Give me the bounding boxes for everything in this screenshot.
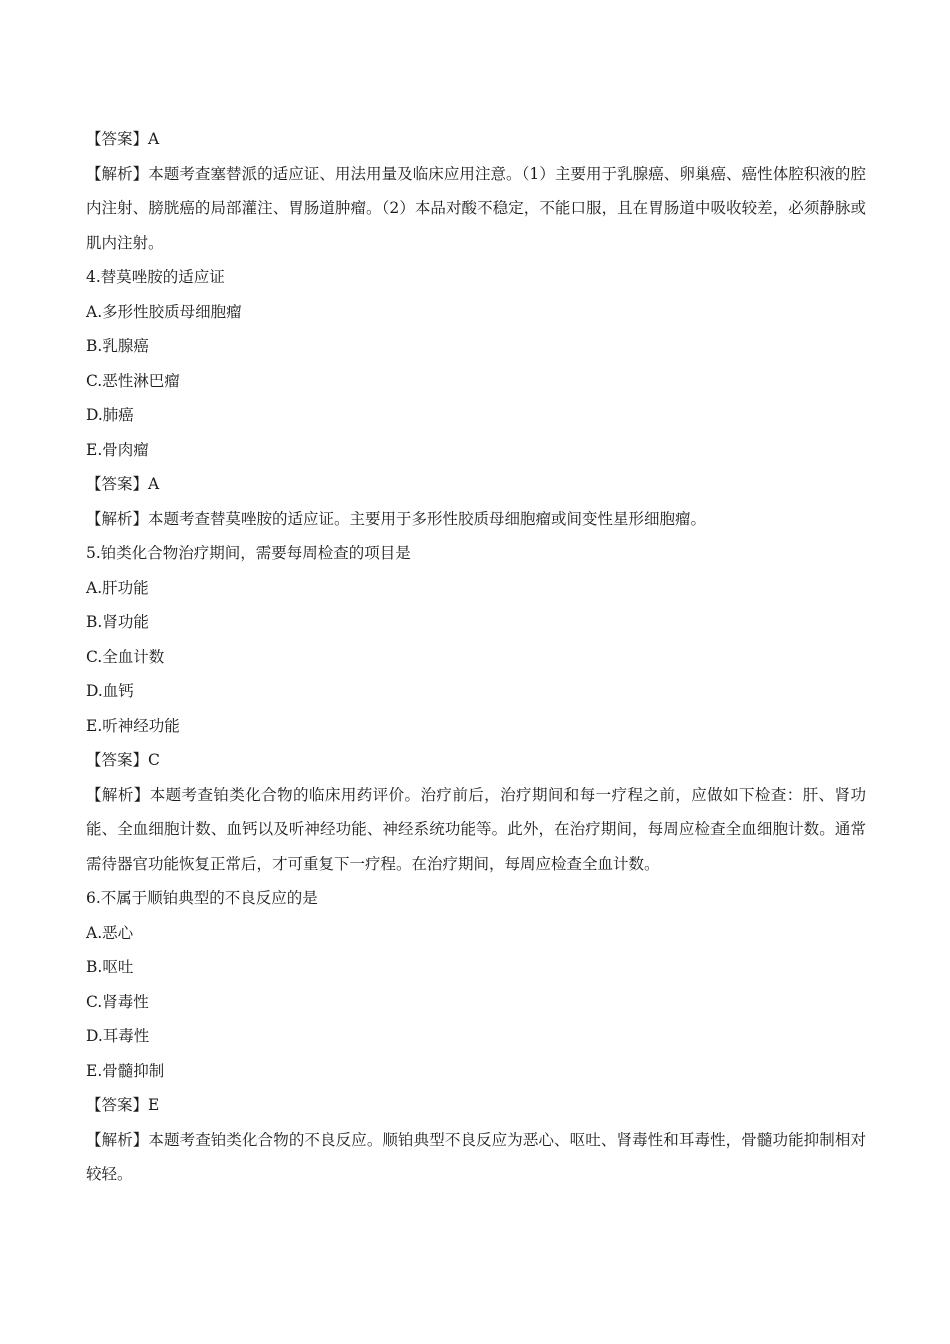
document-page <box>86 122 866 1192</box>
option-line: D.耳毒性 <box>86 1027 150 1045</box>
option-line: C.全血计数 <box>86 647 165 666</box>
option-line: B.肾功能 <box>86 613 149 631</box>
option-line: E.骨肉瘤 <box>86 440 149 459</box>
question-title: 4.替莫唑胺的适应证 <box>86 268 225 286</box>
option-line: D.肺癌 <box>86 406 134 424</box>
answer-line: 【答案】A <box>86 130 160 148</box>
analysis-paragraph: 【解析】本题考查铂类化合物的不良反应。顺铂典型不良反应为恶心、呕吐、肾毒性和耳毒性，骨髓功能抑制相对较轻。 <box>86 1130 866 1183</box>
option-line: A.恶心 <box>86 923 134 942</box>
option-line: C.肾毒性 <box>86 992 149 1011</box>
analysis-paragraph: 【解析】本题考查铂类化合物的临床用药评价。治疗前后，治疗期间和每一疗程之前，应做如下检查：肝、肾功能、全血细胞计数、血钙以及听神经功能、神经系统功能等。此外，在治疗期间，每周应检查全血细胞计数。通常需待器官功能恢复正常后，才可重复下一疗程。在治疗期间，每周应检查全血计数。 <box>86 785 866 873</box>
analysis-paragraph: 【解析】本题考查替莫唑胺的适应证。主要用于多形性胶质母细胞瘤或间变性星形细胞瘤。 <box>86 509 707 528</box>
option-line: C.恶性淋巴瘤 <box>86 371 180 390</box>
option-line: D.血钙 <box>86 682 134 700</box>
option-line: E.骨髓抑制 <box>86 1061 165 1080</box>
analysis-paragraph: 【解析】本题考查塞替派的适应证、用法用量及临床应用注意。（1）主要用于乳腺癌、卵巢癌、癌性体腔积液的腔内注射、膀胱癌的局部灌注、胃肠道肿瘤。（2）本品对酸不稳定，不能口服，且在胃肠道中吸收较差，必须静脉或肌内注射。 <box>86 164 866 252</box>
option-line: A.肝功能 <box>86 578 149 597</box>
question-title: 5.铂类化合物治疗期间，需要每周检查的项目是 <box>86 544 411 562</box>
option-line: A.多形性胶质母细胞瘤 <box>86 302 242 321</box>
option-line: B.乳腺癌 <box>86 337 149 355</box>
question-title: 6.不属于顺铂典型的不良反应的是 <box>86 889 318 907</box>
answer-line: 【答案】A <box>86 475 160 493</box>
answer-line: 【答案】C <box>86 751 160 769</box>
option-line: E.听神经功能 <box>86 716 180 735</box>
option-line: B.呕吐 <box>86 958 134 976</box>
answer-line: 【答案】E <box>86 1096 160 1114</box>
